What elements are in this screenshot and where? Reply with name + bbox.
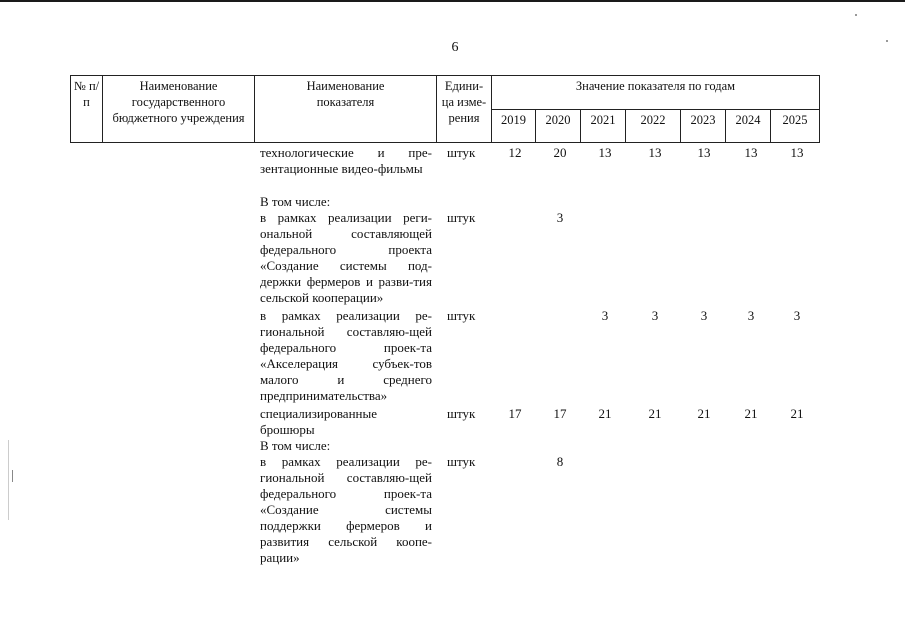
value-2024: 3 [747,308,755,323]
indicator-name: специализированные брошюры [260,406,377,437]
indicator-name: в рамках реализации ре-гиональной составляю-щей федерального проек-та «Акселерация субъек-тов малого и среднего предпринимательства» [260,308,432,403]
indicator-name: в рамках реализации реги-ональной составляющей федерального проекта «Создание системы под-держки фермеров и разви-тия сельской кооперации» [260,210,432,305]
header-no: № п/п [70,75,103,143]
value-2022: 3 [651,308,659,323]
value-2020: 17 [553,406,567,421]
header-year-2020: 2020 [535,109,581,143]
top-border-line [0,0,905,2]
value-2023: 21 [697,406,711,421]
header-indicator: Наименование показателя [254,75,437,143]
value-2022: 21 [648,406,662,421]
value-2020: 20 [553,145,567,160]
value-2025: 13 [790,145,804,160]
scan-speck [12,470,13,482]
value-2019: 12 [508,145,522,160]
header-year-2023: 2023 [680,109,726,143]
indicator-unit: штук [447,308,476,323]
value-2024: 13 [744,145,758,160]
scan-speck [8,440,9,520]
scan-speck [855,14,857,16]
value-2021: 21 [598,406,612,421]
header-institution: Наименование государственного бюджетного учреждения [102,75,255,143]
header-year-2022: 2022 [625,109,681,143]
value-2020: 3 [556,210,564,225]
indicator-subheading: В том числе: [260,438,331,453]
scan-speck [886,40,888,42]
value-2019: 17 [508,406,522,421]
value-2022: 13 [648,145,662,160]
header-values-title: Значение показателя по годам [491,75,820,110]
header-year-2019: 2019 [491,109,536,143]
value-2025: 21 [790,406,804,421]
indicator-unit: штук [447,454,476,469]
indicator-unit: штук [447,145,476,160]
page-number: 6 [451,40,459,55]
value-2025: 3 [793,308,801,323]
header-year-2024: 2024 [725,109,771,143]
value-2021: 13 [598,145,612,160]
table-header [70,75,820,143]
value-2020: 8 [556,454,564,469]
value-2021: 3 [601,308,609,323]
indicator-subheading: В том числе: [260,194,331,209]
indicator-unit: штук [447,210,476,225]
header-year-2021: 2021 [580,109,626,143]
value-2024: 21 [744,406,758,421]
indicator-unit: штук [447,406,476,421]
value-2023: 3 [700,308,708,323]
header-unit: Едини-ца изме-рения [436,75,492,143]
header-year-2025: 2025 [770,109,820,143]
indicator-name: в рамках реализации ре-гиональной составляю-щей федерального проек-та «Создание системы поддержки фермеров и развития сельской коопе-рации» [260,454,432,565]
indicator-name: технологические и пре-зентационные видео-фильмы [260,145,432,176]
value-2023: 13 [697,145,711,160]
